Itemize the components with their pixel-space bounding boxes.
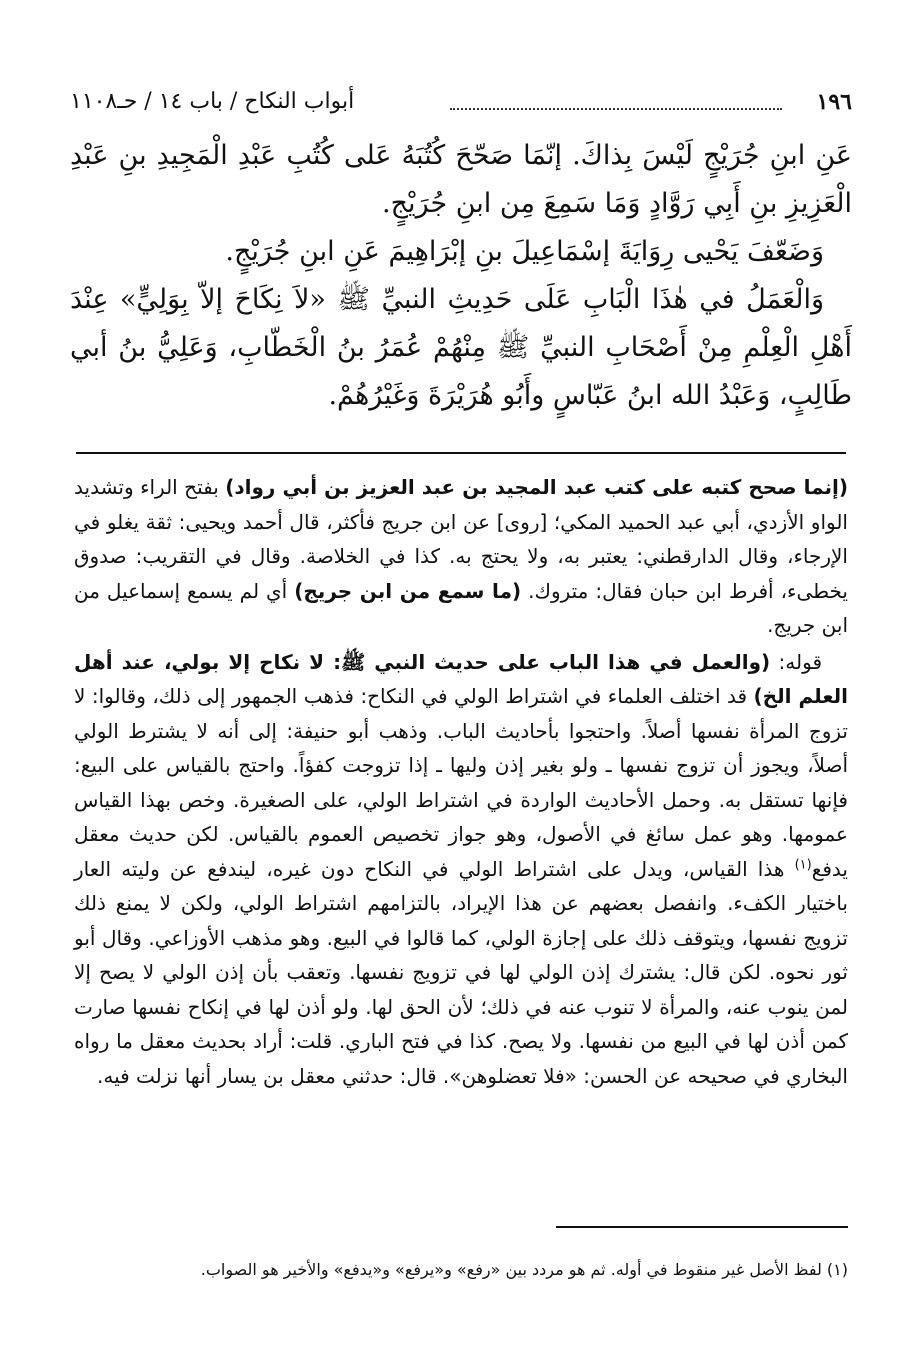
commentary: [74, 470, 848, 1093]
commentary-text: قد اختلف العلماء في اشتراط الولي في النكاح: فذهب الجمهور إلى ذلك، وقالوا: لا تزوج المرأة نفسها أصلاً. واحتجوا بأحاديث الباب. وذهب أبو حنيفة: إلى أنه لا يشترط الولي أصلاً، ويجوز أن تزوج نفسها ـ ولو بغير إذن وليها ـ إذا تزوجت كفؤاً. واحتج بالقياس على البيع: فإنها تستقل به. وحمل الأحاديث الواردة في اشتراط الولي، على الصغيرة. وخص بهذا القياس عمومها. وهو عمل سائغ في الأصول، وهو جواز تخصيص العموم بالقياس. لكن حديث معقل يدفع: [74, 684, 848, 881]
page-number: ١٩٦: [816, 89, 852, 115]
footnote: (١) لفظ الأصل غير منقوط في أوله. ثم هو مردد بين «رفع» و«يرفع» و«يدفع» والأخير هو الصواب.: [200, 1260, 848, 1279]
quoted-phrase: (ما سمع من ابن جريج): [294, 578, 522, 603]
hadith-paragraph-3: وَالْعَمَلُ في هٰذَا الْبَابِ عَلَى حَدِيثِ النبيِّ ﷺ «لاَ نِكَاحَ إلاّ بِوَلِيٍّ» عِنْدَ أَهْلِ الْعِلْمِ مِنْ أَصْحَابِ النبيِّ ﷺ مِنْهُمْ عُمَرُ بنُ الْخَطّابِ، وَعَلِيُّ بنُ أبي طَالِبٍ، وَعَبْدُ الله ابنُ عَبّاسٍ وأَبُو هُرَيْرَةَ وَغَيْرُهُمْ.: [70, 284, 852, 411]
running-title: أبواب النكاح / باب ١٤ / حـ١١٠٨: [70, 89, 355, 114]
page-header: [70, 84, 852, 120]
commentary-text: بفتح الراء وتشديد الواو الأزدي، أبي عبد الحميد المكي؛ [روى] عن ابن جريج فأكثر، قال أحمد ويحيى: ثقة يغلو في الإرجاء، وقال الدارقطني: يعتبر به، ولا يحتج به. كذا في الخلاصة. وقال في التقريب: صدوق يخطىء، أفرط ابن حبان فقال: متروك.: [74, 475, 849, 603]
commentary-text: هذا القياس، ويدل على اشتراط الولي في النكاح دون غيره، ليندفع عن وليته العار باختيار الكفء. وانفصل بعضهم عن هذا الإيراد، بالتزامهم اشتراط الولي، ولكن لا يمنع ذلك تزويج نفسها، ويتوقف ذلك على إجازة الولي، كما قالوا في البيع. وهو مذهب الأوزاعي. وقال أبو ثور نحوه. لكن قال: يشترك إذن الولي لها في تزويج نفسها. وتعقب بأن إذن الولي لا يصح إلا لمن ينوب عنه، والمرأة لا تنوب عنه في ذلك؛ لأن الحق لها. ولو أذن لها في إنكاح نفسها صارت كمن أذن لها في البيع من نفسها. ولا يصح. كذا في فتح الباري. قلت: أراد بحديث معقل ما رواه البخاري في صحيحه عن الحسن: «فلا تعضلوهن». قال: حدثني معقل بن يسار أنها نزلت فيه.: [74, 856, 848, 1088]
hadith-text: [70, 132, 852, 420]
footnote-divider: [556, 1226, 848, 1228]
quoted-phrase: (والعمل في هذا الباب على حديث النبي ﷺ: لا نكاح إلا بولي، عند أهل العلم الخ): [74, 649, 849, 708]
hadith-paragraph-1: عَنِ ابنِ جُرَيْجٍ لَيْسَ بِذاكَ. إنّمَا صَحّحَ كُتُبَهُ عَلى كُتُبِ عَبْدِ الْمَجِيدِ بنِ عَبْدِ الْعَزِيزِ بنِ أَبِي رَوَّادٍ وَمَا سَمِعَ مِن ابنِ جُرَيْجٍ.: [70, 140, 852, 219]
quoted-phrase: (إنما صحح كتبه على كتب عبد المجيد بن عبد العزيز بن أبي رواد): [225, 475, 848, 499]
footnote-reference: (١): [794, 856, 812, 872]
commentary-paragraph-2: [74, 645, 848, 1094]
commentary-text: أي لم يسمع إسماعيل من ابن جريج.: [74, 578, 848, 637]
commentary-paragraph-1: [74, 470, 848, 643]
commentary-lead: قوله:: [770, 649, 823, 674]
hadith-paragraph-2: وَضَعّفَ يَحْيى رِوَايَةَ إسْمَاعِيلَ بنِ إبْرَاهِيمَ عَنِ ابنِ جُرَيْجٍ.: [225, 236, 824, 267]
text-commentary-divider: [76, 452, 846, 454]
header-dotted-leader: [450, 108, 782, 110]
